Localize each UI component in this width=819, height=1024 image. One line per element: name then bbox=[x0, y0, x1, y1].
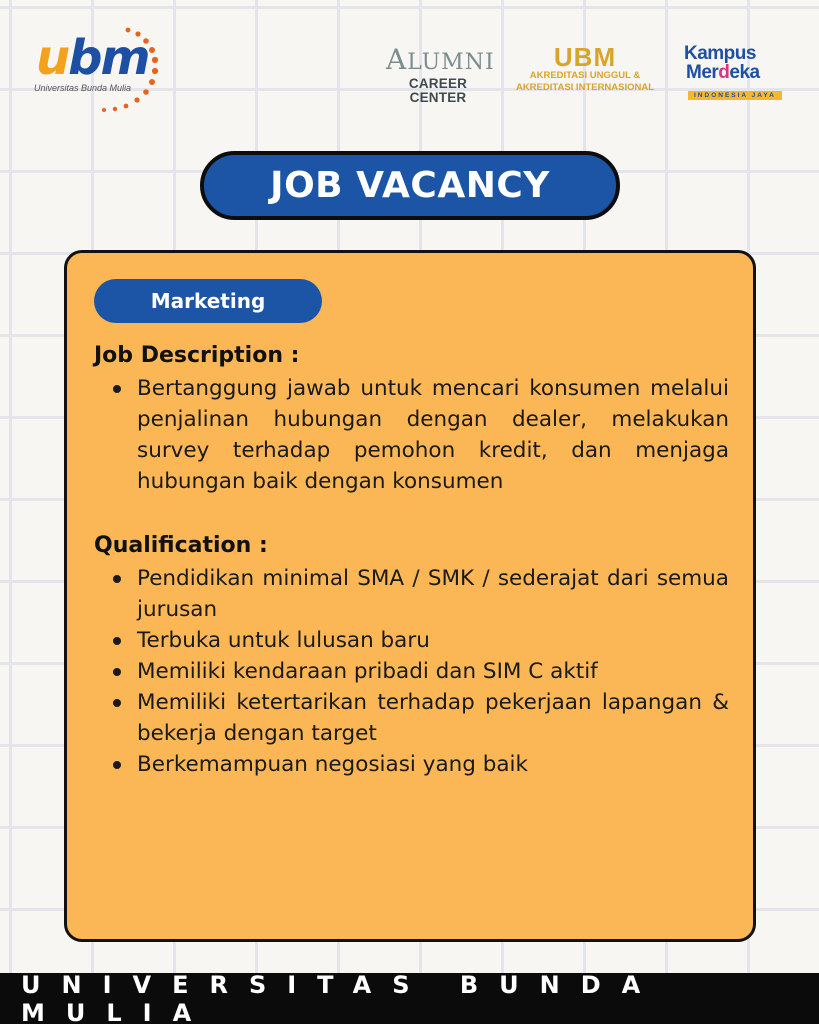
list-item: Bertanggung jawab untuk mencari konsumen melalui penjalinan hubungan dengan dealer, melakukan survey terhadap pemohon kredit, dan menjaga hubungan baik dengan konsumen bbox=[111, 373, 729, 497]
alumni-wordmark bbox=[386, 43, 495, 76]
list-item: Pendidikan minimal SMA / SMK / sederajat dari semua jurusan bbox=[111, 563, 729, 625]
merdeka-part-c: eka bbox=[729, 62, 760, 83]
alumni-initial: A bbox=[386, 43, 408, 76]
ubm-logo bbox=[30, 26, 165, 116]
qualification-list bbox=[111, 563, 729, 780]
kampus-word: Kampus bbox=[684, 43, 756, 64]
list-item: Memiliki ketertarikan terhadap pekerjaan lapangan & bekerja dengan target bbox=[111, 687, 729, 749]
career-center-text: CAREER CENTER bbox=[408, 76, 468, 105]
ubm-wordmark bbox=[36, 30, 149, 86]
merdeka-part-b: d bbox=[718, 62, 730, 83]
akreditasi-line-1: AKREDITASI UNGGUL & bbox=[529, 70, 641, 81]
ubm-wordmark-u: u bbox=[36, 30, 69, 86]
footer-banner: UNIVERSITAS BUNDA MULIA bbox=[0, 973, 819, 1024]
list-item: Memiliki kendaraan pribadi dan SIM C aktif bbox=[111, 656, 729, 687]
list-item: Berkemampuan negosiasi yang baik bbox=[111, 749, 729, 780]
alumni-career-center-logo bbox=[386, 43, 495, 105]
akreditasi-title: UBM bbox=[553, 42, 617, 72]
akreditasi-line-2: AKREDITASI INTERNASIONAL bbox=[515, 81, 655, 93]
ubm-subtitle: Universitas Bunda Mulia bbox=[34, 83, 132, 93]
ubm-wordmark-bm: bm bbox=[68, 30, 149, 86]
vacancy-card bbox=[64, 250, 756, 942]
position-badge: Marketing bbox=[94, 279, 322, 323]
list-item: Terbuka untuk lulusan baru bbox=[111, 625, 729, 656]
merdeka-part-a: Mer bbox=[686, 62, 719, 83]
page-title: JOB VACANCY bbox=[200, 151, 620, 220]
indonesia-jaya-band: INDONESIA JAYA bbox=[688, 91, 782, 100]
kampus-merdeka-logo bbox=[684, 44, 794, 102]
qualification-heading: Qualification : bbox=[94, 533, 268, 558]
akreditasi-logo bbox=[500, 44, 670, 100]
job-description-list bbox=[111, 373, 729, 497]
job-description-heading: Job Description : bbox=[94, 343, 300, 368]
alumni-rest: LUMNI bbox=[407, 50, 495, 75]
merdeka-word bbox=[684, 63, 794, 82]
